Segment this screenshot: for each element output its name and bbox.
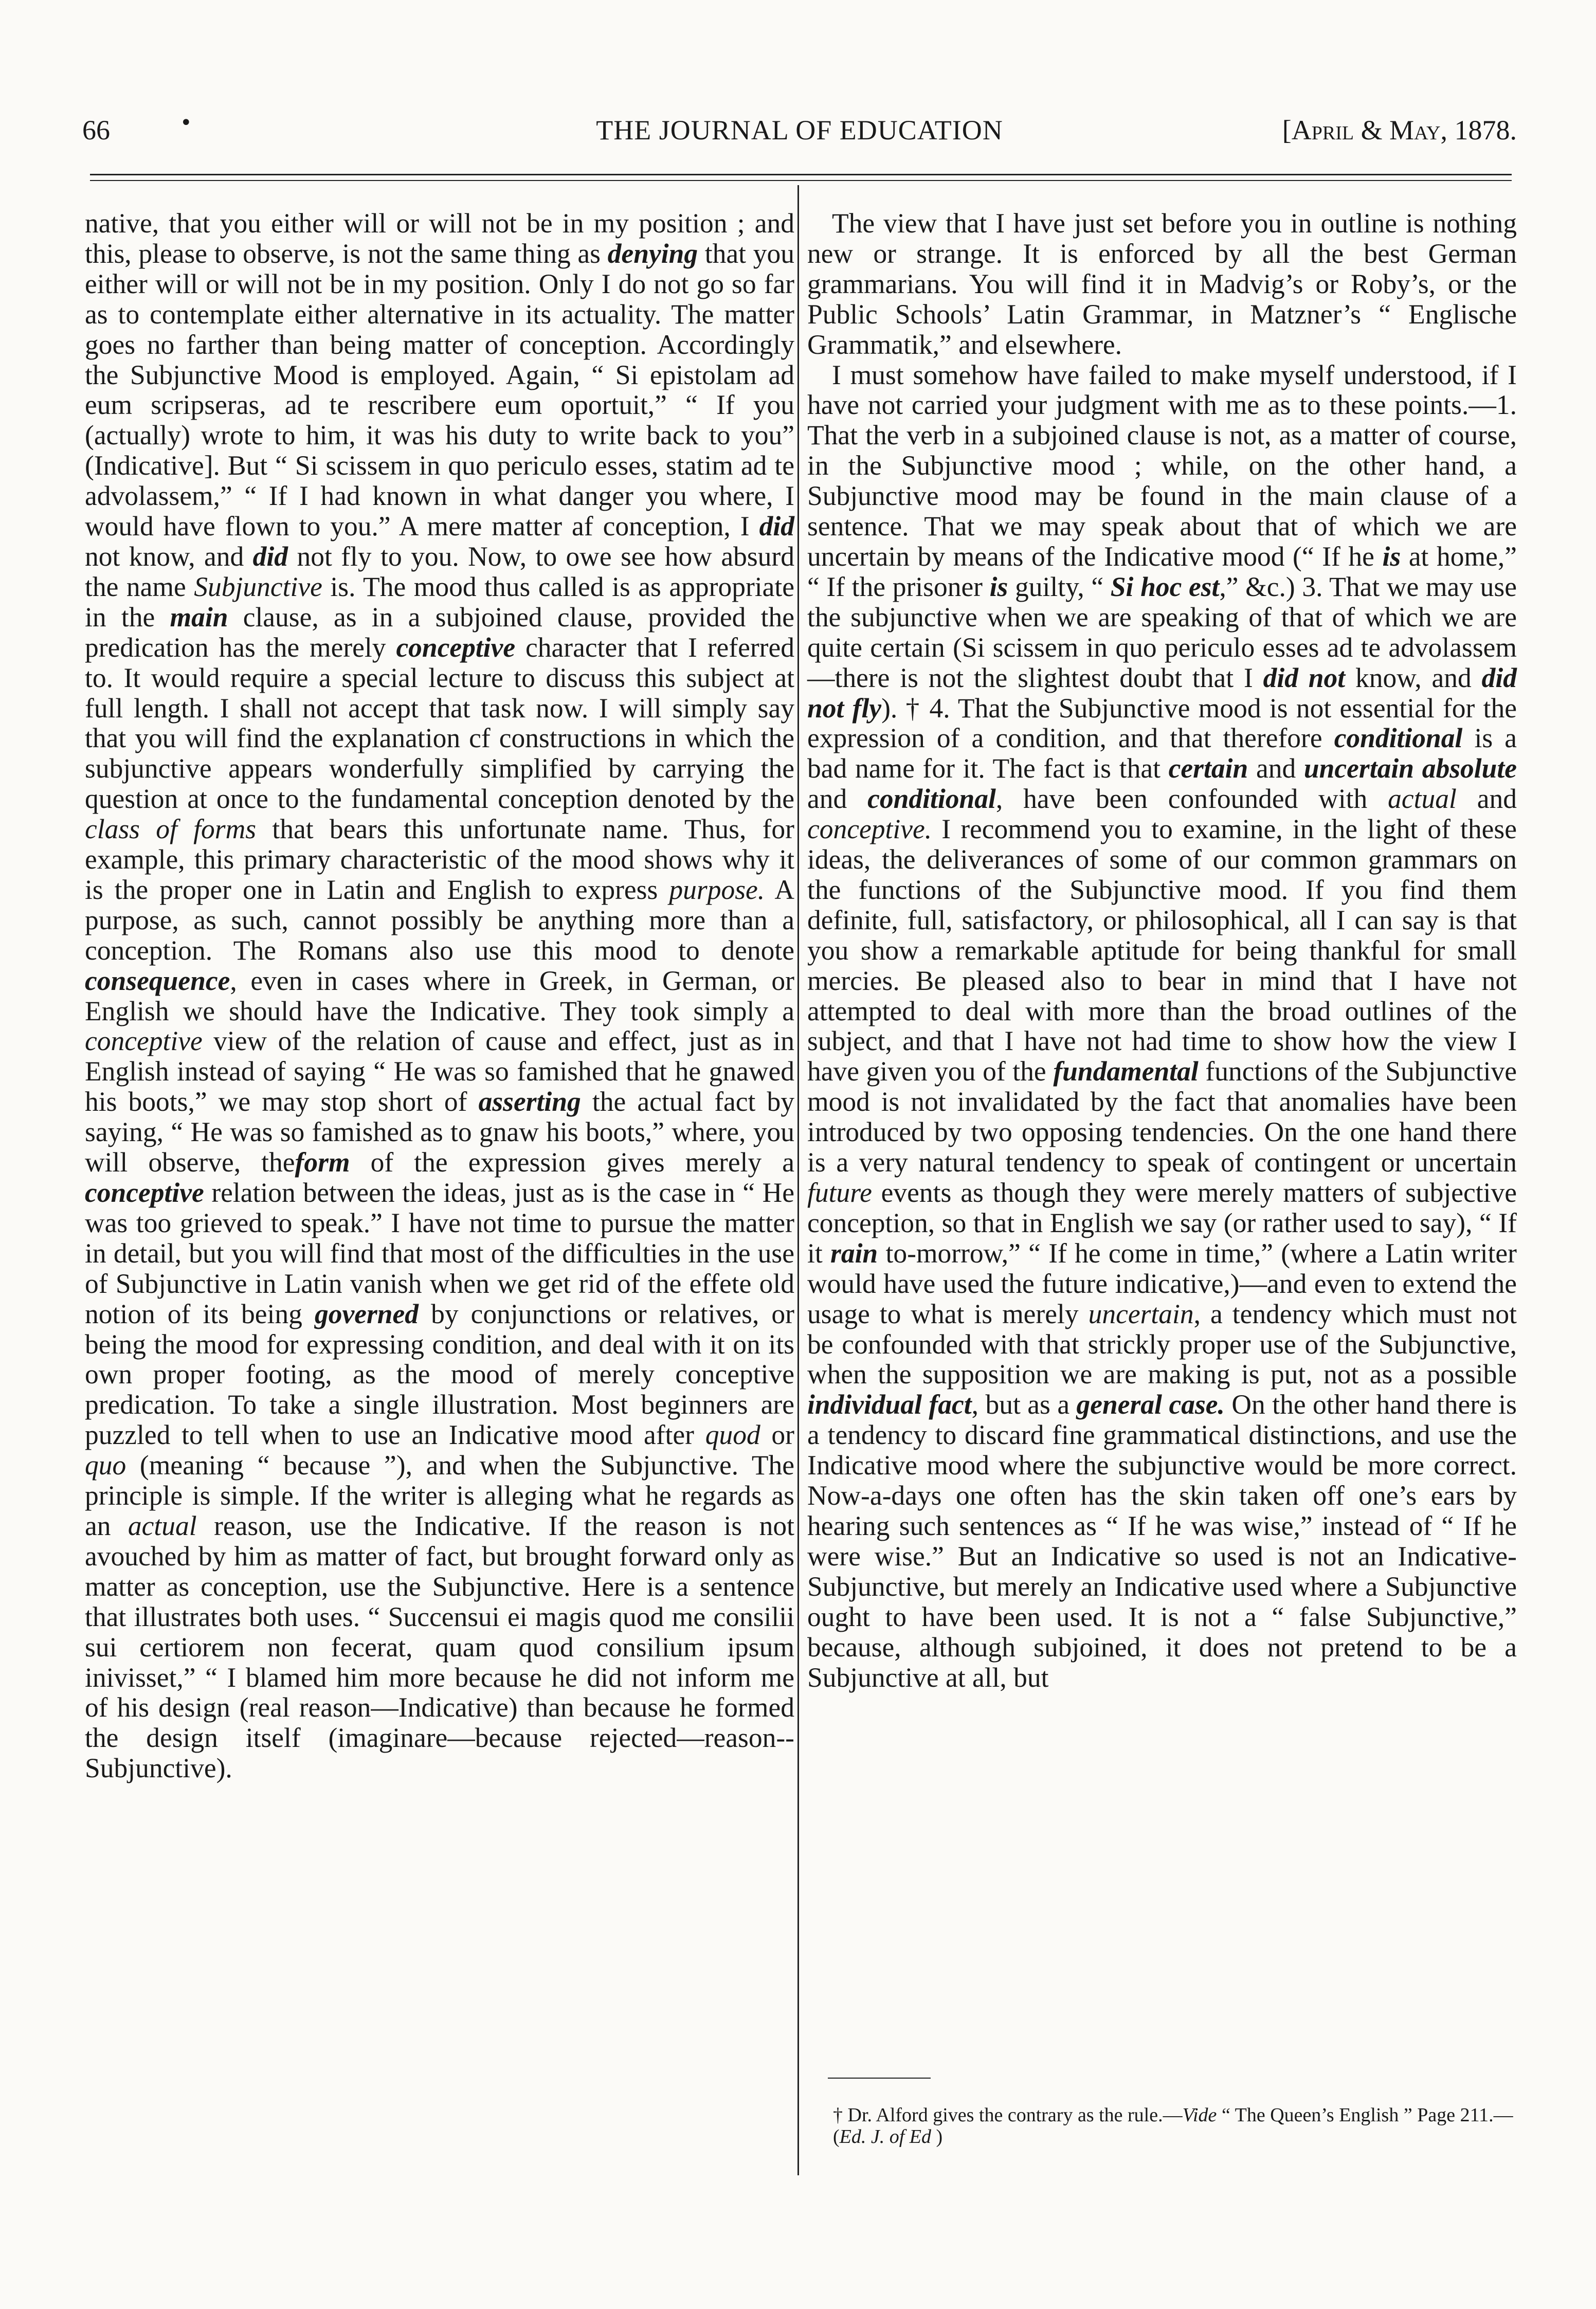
right-paragraph-2: I must somehow have failed to make myself understood, if I have not carried your judgment with me as to these points.—1. That the verb in a subjoined clause is not, as a matter of course, in the Subjunctive mood ; while, on the other hand, a Subjunctive mood may be found in the main clause of a sentence. That we may speak about that of which we are uncertain by means of the Indicative mood (“ If he is at home,” “ If the prisoner is guilty, “ Si hoc est,” &c.) 3. That we may use the subjunctive when we are speaking of that of which we are quite certain (Si scissem in quo periculo esses ad te advolassem—there is not the slightest doubt that I did not know, and did not fly). † 4. That the Subjunctive mood is not essential for the expression of a condition, and that therefore conditional is a bad name for it. The fact is that certain and uncertain absolute and conditional, have been confounded with actual and conceptive. I recommend you to examine, in the light of these ideas, the deliverances of some of our common grammars on the functions of the Subjunctive mood. If you find them definite, full, satisfactory, or philosophical, all I can say is that you show a remarkable aptitude for being thankful for small mercies. Be pleased also to bear in mind that I have not attempted to deal with more than the broad outlines of the subject, and that I have not had time to show how the view I have given you of the fundamental functions of the Subjunctive mood is not invalidated by the fact that anomalies have been introduced by two opposing tendencies. On the one hand there is a very natural tendency to speak of contingent or uncertain future events as though they were merely matters of subjective conception, so that in English we say (or rather used to say), “ If it rain to-morrow,” “ If he come in time,” (where a Latin writer would have used the future indicative,)—and even to extend the usage to what is merely uncertain, a tendency which must not be confounded with that strickly proper use of the Subjunctive, when the supposition we are making is put, not as a possible individual fact, but as a general case. On the other hand there is a tendency to discard fine grammatical distinctions, and use the Indicative mood where the subjunctive would be more correct. Now-a-days one often has the skin taken off one’s ears by hearing such sentences as “ If he was wise,” instead of “ If he were wise.” But an Indicative so used is not an Indicative-Subjunctive, but merely an Indicative used where a Subjunctive ought to have been used. It is not a “ false Subjunctive,” because, although subjoined, it does not pretend to be a Subjunctive at all, but [807,359,1517,1693]
right-column [807,208,1517,1692]
running-header [82,111,1517,155]
header-bullet: • [180,111,192,135]
footnote-rule [828,2078,931,2079]
issue-date: [April & May, 1878. [1282,115,1517,146]
left-column [85,208,794,1783]
header-rule-top [90,174,1512,175]
left-paragraph-1: native, that you either will or will not be in my position ; and this, please to observe, is not the same thing as denying that you either will or will not be in my position. Only I do not go so far as to contemplate either alternative in its actuality. The matter goes no farther than being matter of conception. Accordingly the Subjunctive Mood is employed. Again, “ Si epistolam ad eum scripseras, ad te rescribere eum oportuit,” “ If you (actually) wrote to him, it was his duty to write back to you” (Indicative]. But “ Si scissem in quo periculo esses, statim ad te advolassem,” “ If I had known in what danger you where, I would have flown to you.” A mere matter af conception, I did not know, and did not fly to you. Now, to owe see how absurd the name Subjunctive is. The mood thus called is as appropriate in the main clause, as in a subjoined clause, provided the predication has the merely conceptive character that I referred to. It would require a special lecture to discuss this subject at full length. I shall not accept that task now. I will simply say that you will find the explanation cf constructions in which the subjunctive appears wonderfully simplified by carrying the question at once to the fundamental conception denoted by the class of forms that bears this unfortunate name. Thus, for example, this primary characteristic of the mood shows why it is the proper one in Latin and English to express purpose. A purpose, as such, cannot possibly be anything more than a conception. The Romans also use this mood to denote consequence, even in cases where in Greek, in German, or English we should have the Indicative. They took simply a conceptive view of the relation of cause and effect, just as in English instead of saying “ He was so famished that he gnawed his boots,” we may stop short of asserting the actual fact by saying, “ He was so famished as to gnaw his boots,” where, you will observe, theform of the expression gives merely a conceptive relation between the ideas, just as is the case in “ He was too grieved to speak.” I have not time to pursue the matter in detail, but you will find that most of the difficulties in the use of Subjunctive in Latin vanish when we get rid of the effete old notion of its being governed by conjunctions or relatives, or being the mood for expressing condition, and deal with it on its own proper footing, as the mood of merely conceptive predication. To take a single illustration. Most beginners are puzzled to tell when to use an Indicative mood after quod or quo (meaning “ because ”), and when the Subjunctive. The principle is simple. If the writer is alleging what he regards as an actual reason, use the Indicative. If the reason is not avouched by him as matter of fact, but brought forward only as matter as conception, use the Subjunctive. Here is a sentence that illustrates both uses. “ Succensui ei magis quod me consilii sui certiorem non fecerat, quam quod consilium ipsum inivisset,” “ I blamed him more because he did not inform me of his design (real reason—Indicative) than because he formed the design itself (imaginare—because rejected—reason--Subjunctive). [85,208,795,1784]
page-number: 66 [82,115,110,146]
column-divider [797,185,799,2175]
footnote: † Dr. Alford gives the contrary as the rule.—Vide “ The Queen’s English ” Page 211.—(Ed. J. of Ed ) [833,2104,1513,2148]
journal-title: THE JOURNAL OF EDUCATION [596,115,1003,146]
right-paragraph-1: The view that I have just set before you in outline is nothing new or strange. It is enforced by all the best German grammarians. You will find it in Madvig’s or Roby’s, or the Public Schools’ Latin Grammar, in Matzner’s “ Englische Grammatik,” and elsewhere. [807,208,1517,360]
header-rule-bottom [90,180,1512,181]
